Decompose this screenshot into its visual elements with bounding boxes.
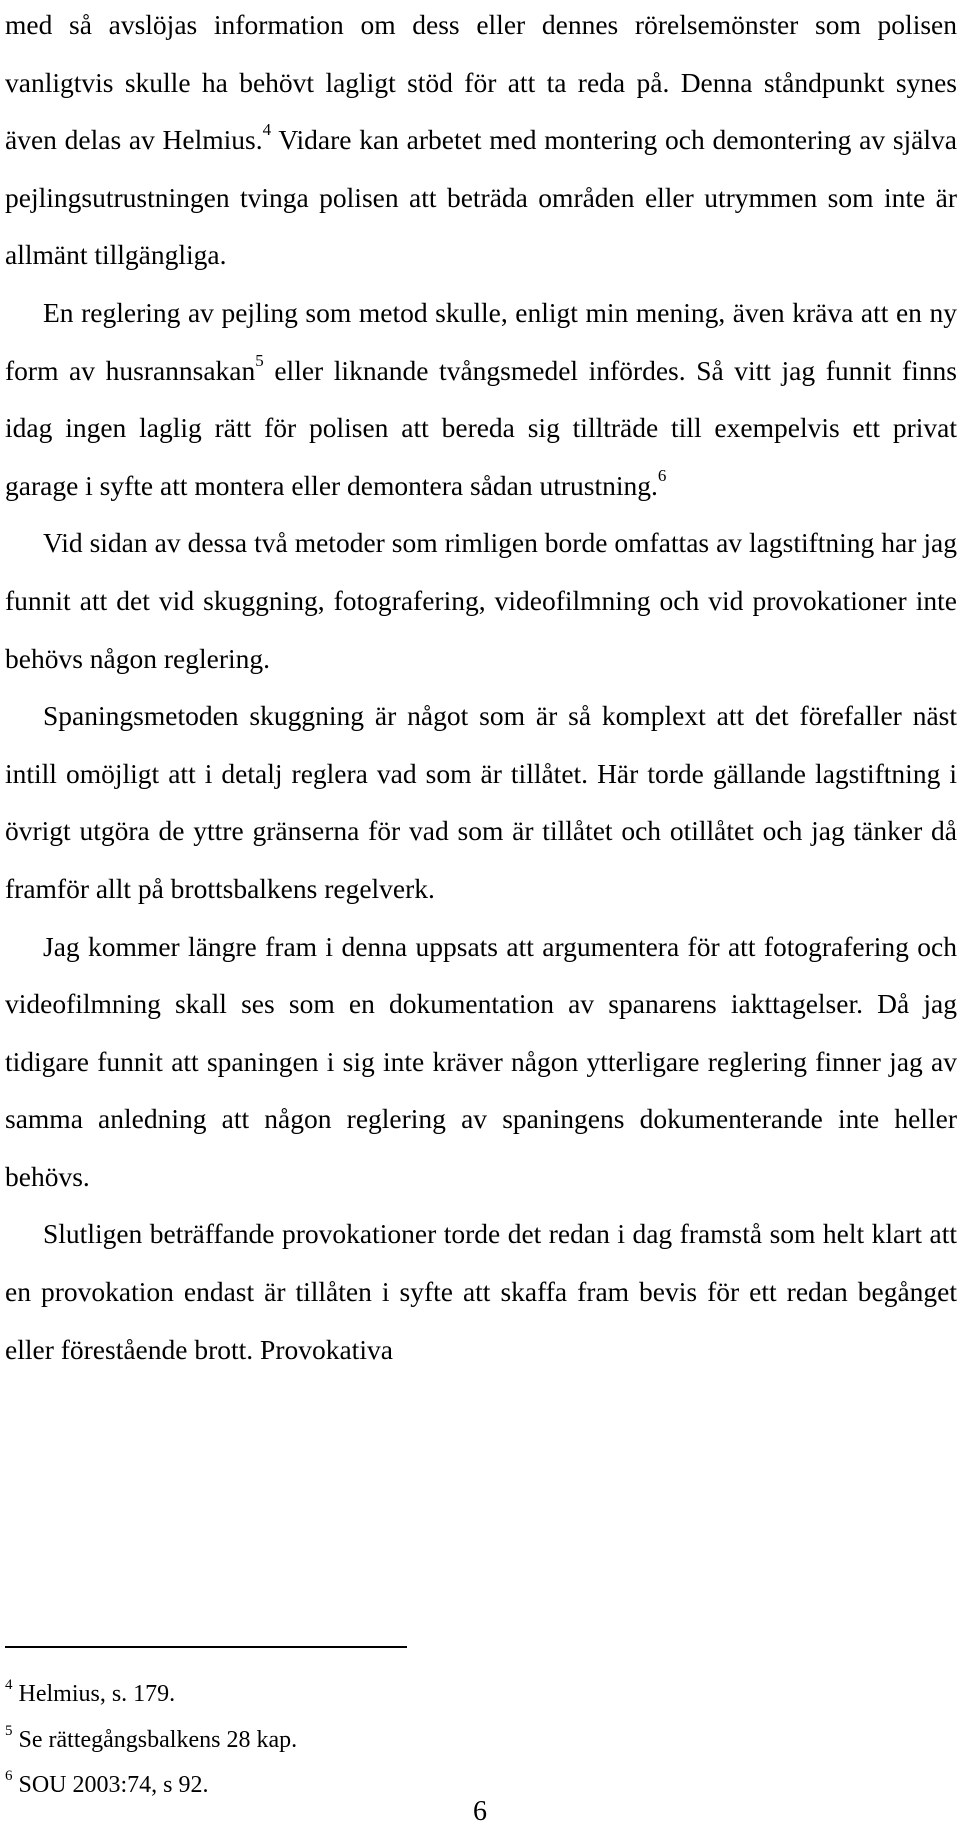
footnote-number: 6 [5,1768,13,1784]
footnote-separator [5,1646,407,1648]
paragraph [5,284,957,514]
paragraph [5,1205,957,1378]
footnote-reference: 6 [657,465,667,485]
page-number: 6 [473,1796,487,1827]
paragraph [5,918,957,1206]
paragraph-text: Vidare kan arbetet med montering och demontering av själva pejlingsutrustningen tvinga polisen att beträda områden eller utrymmen som inte är allmänt tillgängliga. [5,124,957,271]
footnotes [5,1672,905,1809]
footnote-number: 4 [5,1677,13,1693]
footnote-text: SOU 2003:74, s 92. [18,1772,209,1798]
paragraph [5,514,957,687]
paragraph-text: Vid sidan av dessa två metoder som rimligen borde omfattas av lagstiftning har jag funnit att det vid skuggning, fotografering, videofilmning och vid provokationer inte behövs någon reglering. [5,527,957,674]
paragraph [5,687,957,917]
paragraph-text: Jag kommer längre fram i denna uppsats att argumentera för att fotografering och videofilmning skall ses som en dokumentation av spanarens iakttagelser. Då jag tidigare funnit att spaningen i sig inte kräver någon ytterligare reglering finner jag av samma anledning att någon reglering av spaningens dokumenterande inte heller behövs. [5,930,957,1192]
paragraph-text: Slutligen beträffande provokationer torde det redan i dag framstå som helt klart att en provokation endast är tillåten i syfte att skaffa fram bevis för ett redan begånget eller förestående brott. Provokativa [5,1218,957,1365]
paragraph-text: eller liknande tvångsmedel infördes. Så vitt jag funnit finns idag ingen laglig rätt för polisen att bereda sig tillträde till exempelvis ett privat garage i syfte att montera eller demontera sådan utrustning. [5,354,957,501]
footnote-5 [5,1718,905,1764]
footnote-number: 5 [5,1722,13,1739]
paragraph-text: En reglering av pejling som metod skulle, enligt min mening, även kräva att en ny form av husrannsakan [5,296,957,386]
footnote-text: Helmius, s. 179. [18,1681,176,1707]
footnote-text: Se rättegångsbalkens 28 kap. [18,1726,298,1753]
footnote-reference: 5 [255,350,264,370]
footnote-reference: 4 [262,120,272,140]
body-text [5,0,957,1378]
footnote-4 [5,1672,905,1718]
paragraph-text: Spaningsmetoden skuggning är något som är så komplext att det förefaller näst intill omöjligt att i detalj reglera vad som är tillåtet. Här torde gällande lagstiftning i övrigt utgöra de yttre gränserna för vad som är tillåtet och otillåtet och jag tänker då framför allt på brottsbalkens regelverk. [5,700,957,904]
paragraph-text: med så avslöjas information om dess eller dennes rörelsemönster som polisen vanligtvis skulle ha behövt lagligt stöd för att ta reda på. Denna ståndpunkt synes även delas av Helmius. [5,9,957,156]
paragraph [5,0,957,284]
